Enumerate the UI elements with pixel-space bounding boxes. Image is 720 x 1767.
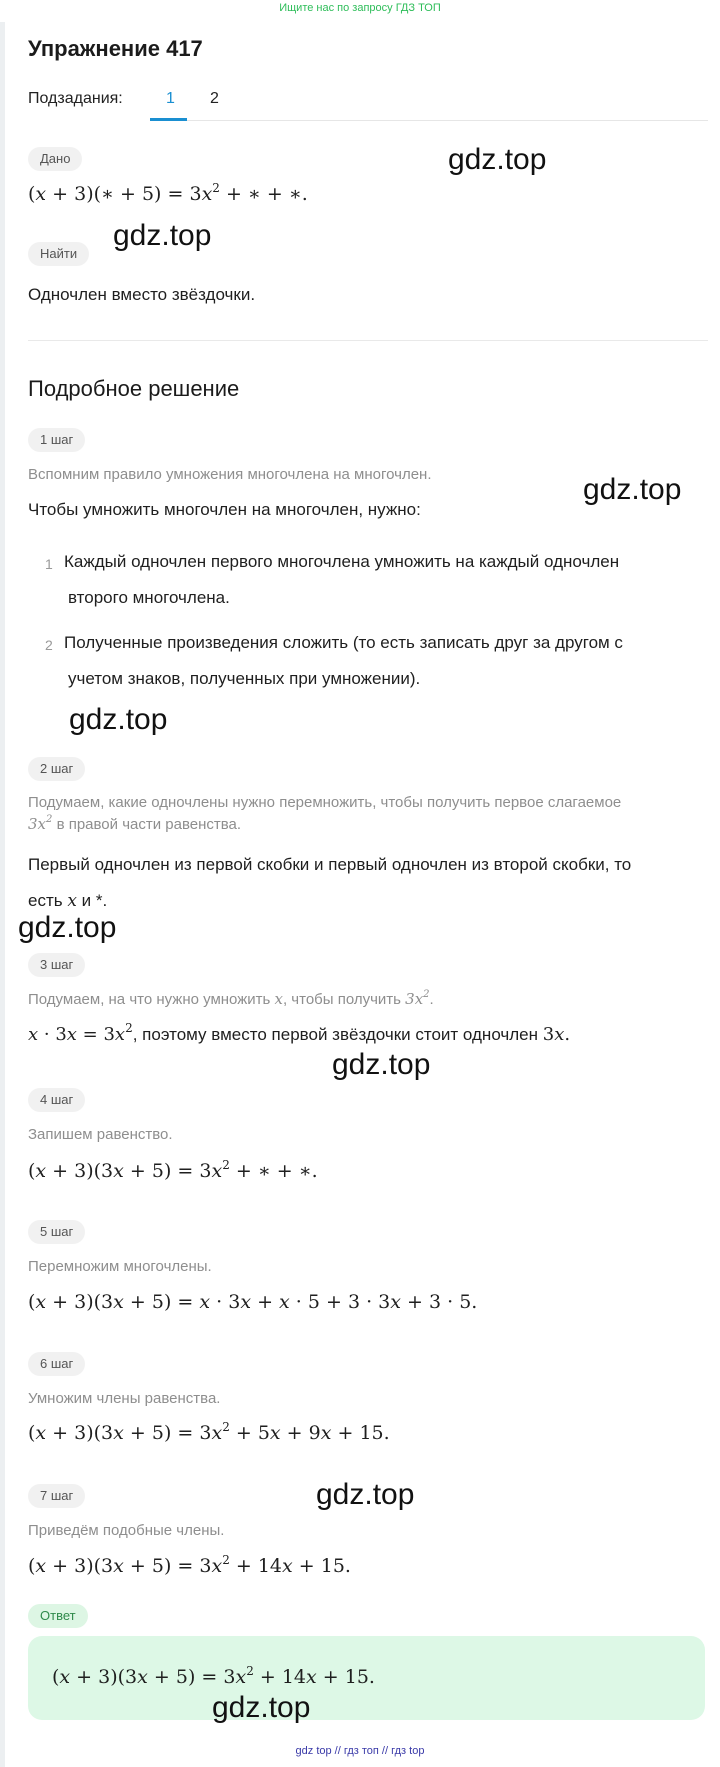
rule-item-2-line1: Полученные произведения сложить (то есть записать друг за другом с bbox=[64, 633, 623, 652]
step-4-hint: Запишем равенство. bbox=[28, 1126, 173, 1143]
rule-item-1-number: 1 bbox=[45, 556, 53, 572]
given-equation: (x + 3)(∗ + $5) = 3x^2$ + ∗ + ∗. bbox=[28, 181, 308, 205]
step-2-hint-line2: $3x^2$ в правой части равенства. bbox=[28, 814, 242, 833]
given-badge: Дано bbox=[28, 147, 82, 171]
step-4-badge: 4 шаг bbox=[28, 1088, 85, 1112]
watermark: gdz.top bbox=[332, 1048, 431, 1081]
rule-item-2-number: 2 bbox=[45, 637, 53, 653]
step-1-hint: Вспомним правило умножения многочлена на многочлен. bbox=[28, 466, 432, 483]
step-5-hint: Перемножим многочлены. bbox=[28, 1258, 212, 1275]
step-5-equation: (x + 3)(3x + 5) = x · 3x + x · 5 + 3 · 3x + 3 · 5. bbox=[28, 1291, 478, 1313]
step-5-badge: 5 шаг bbox=[28, 1220, 85, 1244]
rule-item-2-line2: учетом знаков, полученных при умножении). bbox=[68, 669, 421, 688]
step-3-badge: 3 шаг bbox=[28, 953, 85, 977]
find-text: Одночлен вместо звёздочки. bbox=[28, 285, 256, 304]
watermark: gdz.top bbox=[316, 1478, 415, 1511]
step-2-badge: 2 шаг bbox=[28, 757, 85, 781]
step-3-text: $x \cdot 3x = 3x^2$, поэтому вместо первой звёздочки стоит одночлен 3x. bbox=[28, 1021, 571, 1045]
rule-item-1-line2: второго многочлена. bbox=[68, 588, 230, 607]
answer-equation: $(x + 3)(3x + 5) = 3x^2 + 14x + 15$. bbox=[52, 1664, 375, 1688]
step-1-badge: 1 шаг bbox=[28, 428, 85, 452]
active-tab-indicator bbox=[150, 118, 187, 121]
tab-subtask-2[interactable]: 2 bbox=[210, 90, 219, 107]
step-2-text-line2: есть x и *. bbox=[28, 891, 108, 911]
footer-links[interactable]: gdz top // гдз топ // гдз top bbox=[295, 1745, 425, 1757]
page-title: Упражнение 417 bbox=[28, 36, 203, 61]
find-badge: Найти bbox=[28, 242, 89, 266]
step-7-badge: 7 шаг bbox=[28, 1484, 85, 1508]
step-1-text: Чтобы умножить многочлен на многочлен, нужно: bbox=[28, 500, 421, 519]
watermark: gdz.top bbox=[212, 1691, 311, 1724]
subtasks-label: Подзадания: bbox=[28, 90, 123, 107]
step-2-hint-line1: Подумаем, какие одночлены нужно перемножить, чтобы получить первое слагаемое bbox=[28, 794, 622, 811]
step-6-badge: 6 шаг bbox=[28, 1352, 85, 1376]
watermark: gdz.top bbox=[583, 473, 682, 506]
rule-item-1-line1: Каждый одночлен первого многочлена умножить на каждый одночлен bbox=[64, 552, 620, 571]
answer-badge: Ответ bbox=[28, 1604, 88, 1628]
section-divider bbox=[28, 340, 708, 341]
step-6-equation: $(x + 3)(3x + 5) = 3x^2 + 5x + 9x + 15$. bbox=[28, 1420, 390, 1444]
step-2-text-line1: Первый одночлен из первой скобки и первый одночлен из второй скобки, то bbox=[28, 855, 632, 874]
watermark: gdz.top bbox=[113, 219, 212, 252]
step-7-hint: Приведём подобные члены. bbox=[28, 1522, 225, 1539]
step-6-hint: Умножим члены равенства. bbox=[28, 1390, 221, 1407]
tabs-divider bbox=[150, 120, 708, 121]
watermark: gdz.top bbox=[448, 143, 547, 176]
step-4-equation: $(x + 3)(3x + 5) = 3x^2$ + ∗ + ∗. bbox=[28, 1158, 318, 1182]
watermark: gdz.top bbox=[18, 911, 117, 944]
step-7-equation: $(x + 3)(3x + 5) = 3x^2 + 14x + 15$. bbox=[28, 1553, 351, 1577]
tab-subtask-1[interactable]: 1 bbox=[166, 90, 175, 107]
step-3-hint: Подумаем, на что нужно умножить x, чтобы получить $3x^2$. bbox=[28, 989, 434, 1008]
search-hint-banner: Ищите нас по запросу ГДЗ ТОП bbox=[279, 2, 441, 14]
watermark: gdz.top bbox=[69, 703, 168, 736]
left-border bbox=[0, 22, 5, 1767]
solution-heading: Подробное решение bbox=[28, 376, 240, 401]
